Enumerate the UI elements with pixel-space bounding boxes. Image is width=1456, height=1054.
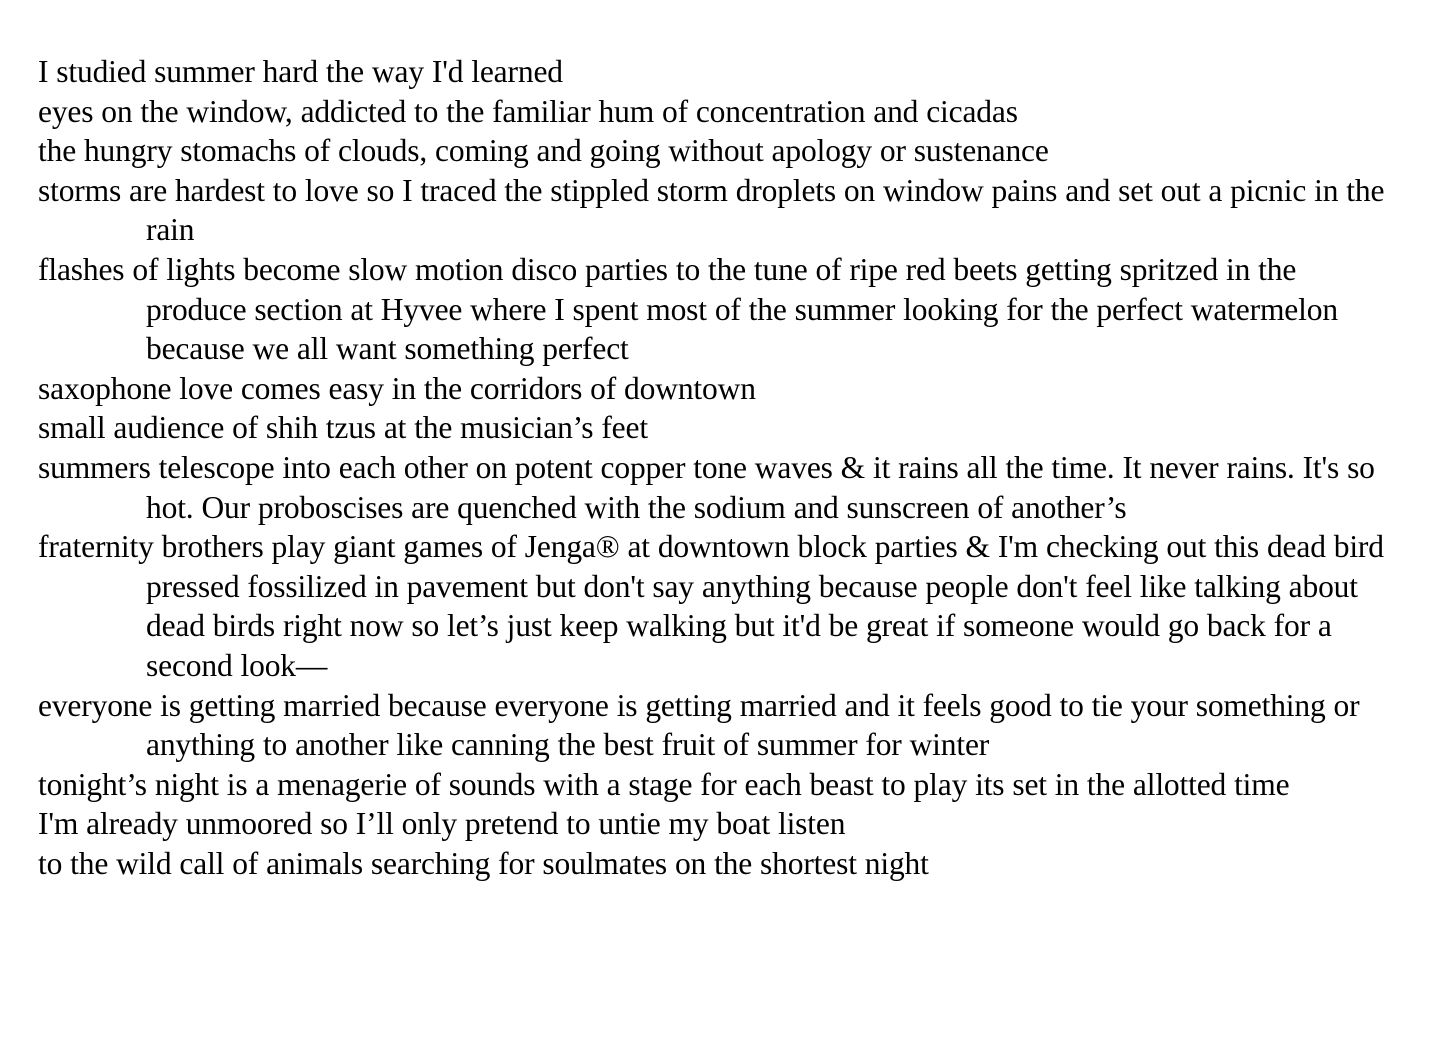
- poem-line: saxophone love comes easy in the corridors of downtown: [38, 370, 756, 406]
- poem-line: tonight’s night is a menagerie of sounds with a stage for each beast to play its set in the allotted time: [38, 766, 1290, 802]
- poem-line: eyes on the window, addicted to the familiar hum of concentration and cicadas: [38, 93, 1018, 129]
- poem-line: to the wild call of animals searching for soulmates on the shortest night: [38, 845, 929, 881]
- poem-line: summers telescope into each other on potent copper tone waves & it rains all the time. It never rains. It's so hot. Our proboscises are quenched with the sodium and sunscreen of another’s: [38, 449, 1375, 525]
- poem-line: flashes of lights become slow motion disco parties to the tune of ripe red beets getting spritzed in the produce section at Hyvee where I spent most of the summer looking for the perfect watermelon because we all want something perfect: [38, 251, 1338, 367]
- poem-line: I studied summer hard the way I'd learned: [38, 54, 563, 89]
- poem-body: [38, 52, 1388, 883]
- poem-line: I'm already unmoored so I’ll only pretend to untie my boat listen: [38, 806, 846, 842]
- poem-line: small audience of shih tzus at the musician’s feet: [38, 410, 648, 446]
- poem-line: fraternity brothers play giant games of Jenga® at downtown block parties & I'm checking out this dead bird pressed fossilized in pavement but don't say anything because people don't feel like talking about dead birds right now so let’s just keep walking but it'd be great if someone would go back for a second look—: [38, 529, 1384, 683]
- poem-line: storms are hardest to love so I traced the stippled storm droplets on window pains and set out a picnic in the rain: [38, 172, 1385, 248]
- poem-line: everyone is getting married because everyone is getting married and it feels good to tie your something or anything to another like canning the best fruit of summer for winter: [38, 687, 1360, 763]
- poem-line: the hungry stomachs of clouds, coming and going without apology or sustenance: [38, 133, 1049, 169]
